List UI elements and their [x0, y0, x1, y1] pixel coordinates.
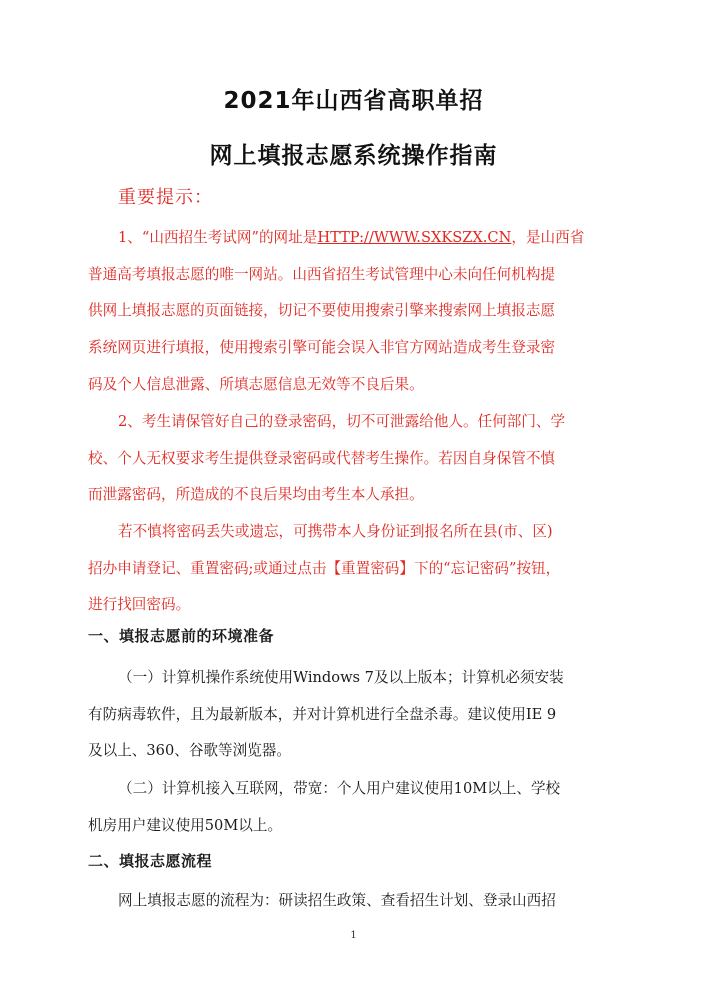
section-1-p1-line-2: 有防病毒软件，且为最新版本，并对计算机进行全盘杀毒。建议使用IE 9 — [88, 705, 557, 723]
page-number: 1 — [350, 930, 357, 941]
section-2-paragraph-1 — [88, 883, 628, 920]
notice-1-line-1 — [88, 220, 628, 257]
section-1-paragraph-1 — [88, 660, 628, 770]
notice-2-line-3: 而泄露密码，所造成的不良后果均由考生本人承担。 — [88, 486, 424, 504]
section-1-heading: 一、填报志愿前的环境准备 — [88, 627, 275, 645]
notice-2-line-2: 校、个人无权要求考生提供登录密码或代替考生操作。若因自身保管不慎 — [88, 449, 556, 467]
notice-paragraph-1 — [88, 220, 628, 403]
notice-paragraph-3 — [88, 514, 628, 624]
notice-1-line-5: 码及个人信息泄露、所填志愿信息无效等不良后果。 — [88, 375, 424, 393]
section-2-heading: 二、填报志愿流程 — [88, 852, 213, 870]
exam-site-link[interactable]: HTTP://WWW.SXKSZX.CN — [317, 229, 512, 246]
notice-3-line-2: 招办申请登记、重置密码;或通过点击【重置密码】下的“忘记密码”按钮， — [88, 559, 561, 577]
notice-1-line-2: 普通高考填报志愿的唯一网站。山西省招生考试管理中心未向任何机构提 — [88, 265, 556, 283]
notice-1-text-post: ，是山西省 — [511, 229, 585, 246]
section-1-paragraph-2 — [88, 771, 628, 844]
important-notice-heading: 重要提示： — [118, 187, 213, 208]
section-1-p1-line-3: 及以上、360、谷歌等浏览器。 — [88, 742, 291, 760]
notice-paragraph-2 — [88, 404, 628, 514]
notice-3-line-3: 进行找回密码。 — [88, 596, 191, 614]
section-1-p1-line-1: （一）计算机操作系统使用Windows 7及以上版本；计算机必须安装 — [118, 669, 564, 686]
notice-3-line-1: 若不慎将密码丢失或遗忘，可携带本人身份证到报名所在县(市、区) — [118, 523, 553, 540]
document-title-line2: 网上填报志愿系统操作指南 — [209, 143, 498, 169]
section-2-p1-line-1: 网上填报志愿的流程为：研读招生政策、查看招生计划、登录山西招 — [118, 892, 556, 909]
notice-1-line-4: 系统网页进行填报，使用搜索引擎可能会误入非官方网站造成考生登录密 — [88, 339, 556, 357]
section-1-p2-line-1: （二）计算机接入互联网，带宽：个人用户建议使用10M以上、学校 — [118, 780, 561, 797]
notice-1-text-pre: 1、“山西招生考试网”的网址是 — [118, 229, 318, 246]
notice-2-line-1: 2、考生请保管好自己的登录密码，切不可泄露给他人。任何部门、学 — [118, 413, 566, 430]
notice-1-line-3: 供网上填报志愿的页面链接，切记不要使用搜索引擎来搜索网上填报志愿 — [88, 302, 556, 320]
document-title-line1: 2021年山西省高职单招 — [223, 88, 484, 114]
section-1-p2-line-2: 机房用户建议使用50M以上。 — [88, 816, 283, 834]
